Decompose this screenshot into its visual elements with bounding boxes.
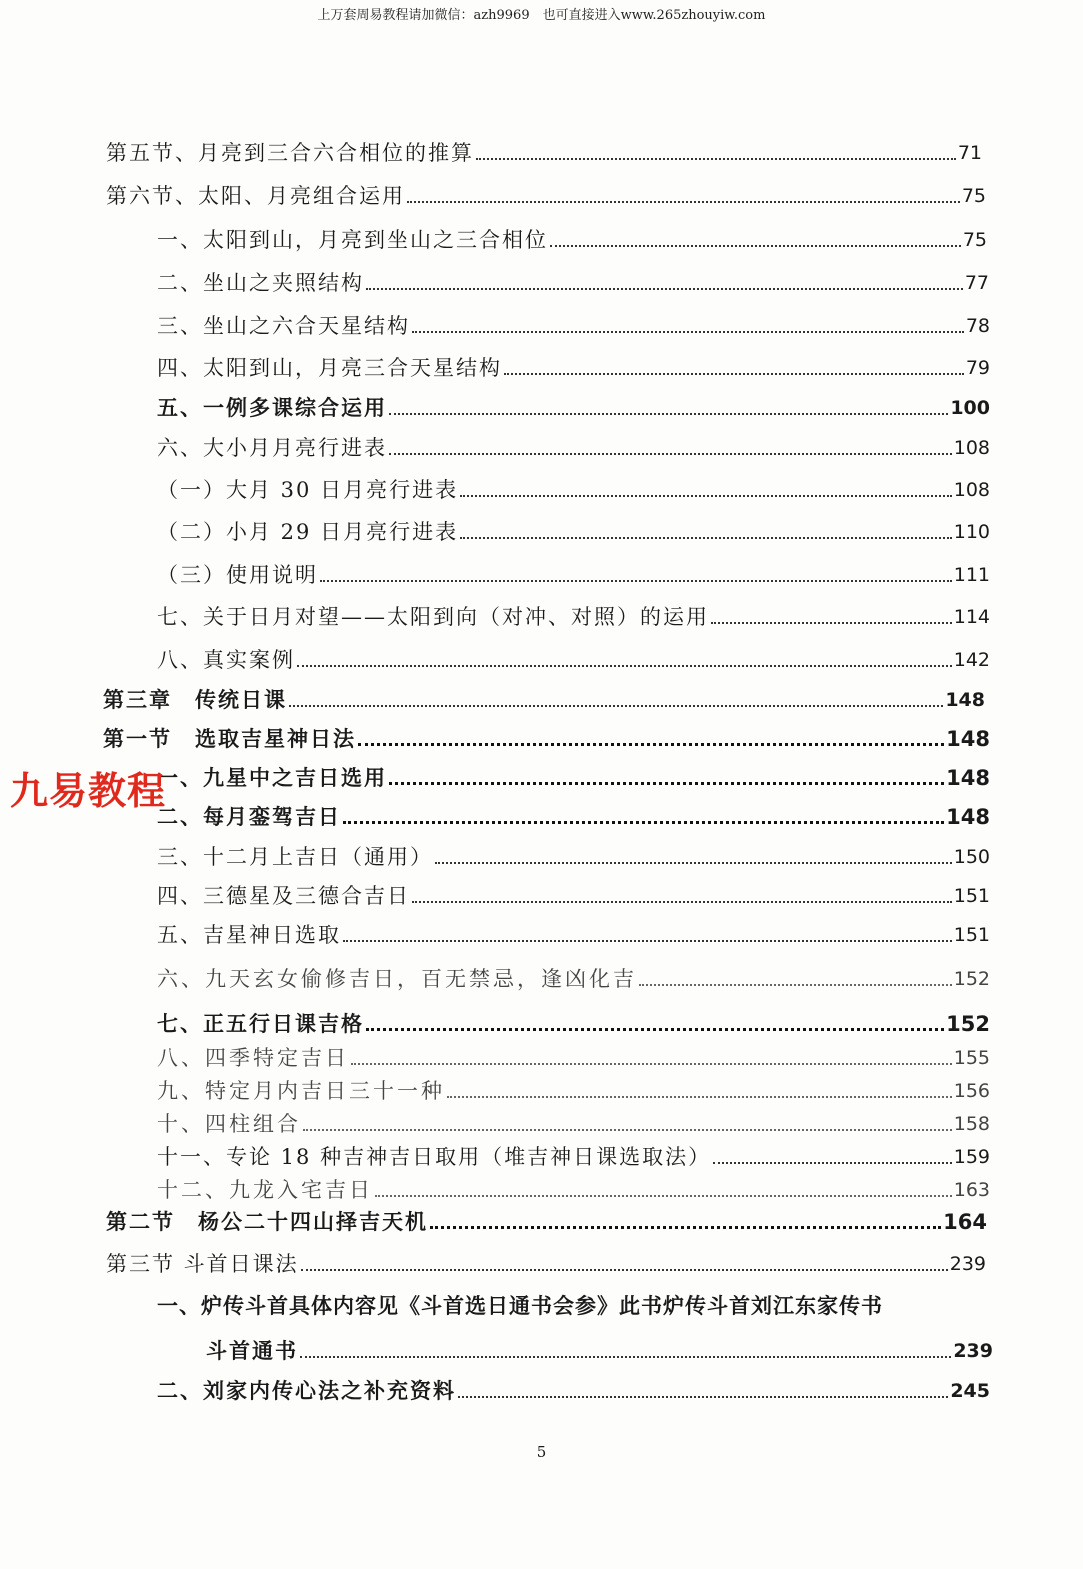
dot-leader — [711, 622, 952, 624]
dot-leader — [447, 1096, 952, 1098]
watermark-logo: 九易教程 — [10, 769, 167, 813]
dot-leader — [303, 1129, 952, 1131]
toc-entry-page: 164 — [943, 1210, 987, 1234]
toc-entry-page: 79 — [965, 357, 990, 379]
toc-entry-label: 三、坐山之六合天星结构 — [157, 314, 410, 338]
toc-entry-label: （一）大月 30 日月亮行进表 — [157, 478, 459, 502]
dot-leader — [476, 158, 956, 160]
toc-entry-label: 第二节 杨公二十四山择吉天机 — [106, 1209, 428, 1234]
toc-entry-label: 四、三德星及三德合吉日 — [157, 884, 410, 908]
dot-leader — [358, 743, 944, 746]
toc-entry — [157, 561, 990, 589]
toc-entry — [157, 518, 990, 546]
toc-entry-page: 158 — [953, 1113, 990, 1135]
toc-entry-label: 一、太阳到山，月亮到坐山之三合相位 — [157, 228, 548, 252]
toc-entry-page: 75 — [961, 185, 986, 207]
toc-entry — [157, 803, 990, 831]
toc-entry — [106, 182, 986, 210]
toc-entry — [157, 965, 990, 993]
toc-entry-page: 159 — [953, 1146, 990, 1168]
dot-leader — [343, 821, 944, 824]
toc-entry-label: 一、炉传斗首具体内容见《斗首选日通书会参》此书炉传斗首刘江东家传书 — [157, 1293, 883, 1318]
toc-entry-page: 155 — [953, 1047, 990, 1069]
dot-leader — [366, 1028, 944, 1031]
toc-entry — [103, 725, 990, 753]
toc-entry-page: 148 — [946, 766, 990, 790]
dot-leader — [430, 1226, 941, 1229]
toc-entry-page: 111 — [953, 564, 990, 586]
toc-entry-page: 245 — [950, 1380, 990, 1402]
toc-entry-label: 第五节、月亮到三合六合相位的推算 — [106, 141, 474, 165]
dot-leader — [460, 537, 952, 539]
dot-leader — [389, 413, 948, 415]
toc-entry-page: 142 — [953, 649, 990, 671]
toc-entry — [157, 226, 987, 254]
toc-entry-page: 151 — [953, 885, 990, 907]
toc-entry — [106, 139, 982, 167]
dot-leader — [639, 984, 952, 986]
toc-entry-page: 150 — [953, 846, 990, 868]
toc-entry-label: 一、九星中之吉日选用 — [157, 765, 387, 790]
toc-entry-page: 151 — [953, 924, 990, 946]
toc-entry-page: 152 — [953, 968, 990, 990]
dot-leader — [458, 1396, 948, 1398]
toc-entry-label: 二、刘家内传心法之补充资料 — [157, 1378, 456, 1403]
toc-entry-label: 斗首通书 — [206, 1338, 298, 1363]
toc-entry — [157, 1010, 990, 1038]
page-number: 5 — [536, 1443, 547, 1461]
toc-entry — [157, 764, 990, 792]
toc-entry-label: 三、十二月上吉日（通用） — [157, 845, 433, 869]
toc-entry-label: 八、四季特定吉日 — [157, 1046, 349, 1070]
toc-entry — [157, 646, 990, 674]
toc-entry-label: 二、坐山之夹照结构 — [157, 271, 364, 295]
dot-leader — [504, 373, 964, 375]
toc-entry-label: 第三章 传统日课 — [103, 687, 287, 712]
toc-entry-label: 九、特定月内吉日三十一种 — [157, 1079, 445, 1103]
toc-entry — [157, 1044, 990, 1072]
dot-leader — [407, 201, 960, 203]
toc-entry-label: 第六节、太阳、月亮组合运用 — [106, 184, 405, 208]
toc-entry-label: 八、真实案例 — [157, 648, 295, 672]
toc-entry-label: 十二、九龙入宅吉日 — [157, 1178, 373, 1202]
toc-entry-page: 75 — [962, 229, 987, 251]
dot-leader — [375, 1195, 952, 1197]
toc-entry — [106, 1208, 987, 1236]
dot-leader — [412, 331, 964, 333]
toc-entry-page: 148 — [946, 805, 990, 829]
toc-entry — [157, 921, 990, 949]
toc-entry-label: 第一节 选取吉星神日法 — [103, 726, 356, 751]
toc-entry — [157, 1143, 990, 1171]
toc-entry — [157, 882, 990, 910]
dot-leader — [301, 1269, 948, 1271]
toc-entry-label: （二）小月 29 日月亮行进表 — [157, 520, 459, 544]
toc-entry-label: 六、大小月月亮行进表 — [157, 436, 387, 460]
dot-leader — [300, 1356, 951, 1358]
toc-entry — [157, 394, 990, 422]
toc-entry — [157, 1292, 997, 1320]
toc-entry-page: 71 — [957, 142, 982, 164]
toc-entry-page: 152 — [946, 1012, 990, 1036]
dot-leader — [460, 495, 952, 497]
toc-entry — [157, 603, 990, 631]
toc-entry-page: 163 — [953, 1179, 990, 1201]
dot-leader — [389, 782, 944, 785]
toc-entry-page: 100 — [950, 397, 990, 419]
toc-entry-page: 239 — [949, 1253, 986, 1275]
dot-leader — [366, 288, 963, 290]
toc-entry-page: 77 — [964, 272, 989, 294]
toc-entry-label: 六、九天玄女偷修吉日，百无禁忌，逢凶化吉 — [157, 967, 637, 991]
toc-entry-label: （三）使用说明 — [157, 563, 318, 587]
dot-leader — [550, 245, 961, 247]
dot-leader — [713, 1162, 952, 1164]
toc-entry — [157, 476, 990, 504]
dot-leader — [351, 1063, 952, 1065]
toc-entry — [157, 1110, 990, 1138]
toc-entry — [157, 1377, 990, 1405]
toc-entry-page: 148 — [946, 727, 990, 751]
toc-entry-label: 四、太阳到山，月亮三合天星结构 — [157, 356, 502, 380]
toc-entry-page: 110 — [953, 521, 990, 543]
toc-entry-label: 十、四柱组合 — [157, 1112, 301, 1136]
toc-entry-page: 108 — [953, 479, 990, 501]
header-note: 上万套周易教程请加微信：azh9969 也可直接进入www.265zhouyiw.com — [317, 8, 766, 23]
dot-leader — [320, 580, 952, 582]
toc-entry-label: 七、正五行日课吉格 — [157, 1011, 364, 1036]
toc-entry-page: 108 — [953, 437, 990, 459]
toc-entry-page: 148 — [945, 689, 985, 711]
toc-entry — [157, 434, 990, 462]
toc-entry — [103, 686, 985, 714]
toc-entry-continuation — [206, 1337, 993, 1365]
dot-leader — [435, 862, 952, 864]
toc-entry-page: 114 — [953, 606, 990, 628]
dot-leader — [297, 665, 952, 667]
toc-entry-label: 第三节 斗首日课法 — [106, 1252, 299, 1276]
dot-leader — [343, 940, 952, 942]
toc-entry-label: 五、一例多课综合运用 — [157, 395, 387, 420]
toc-entry — [157, 312, 990, 340]
toc-entry — [157, 354, 990, 382]
toc-entry — [157, 269, 989, 297]
dot-leader — [389, 453, 952, 455]
toc-entry-label: 二、每月銮驾吉日 — [157, 804, 341, 829]
toc-entry-page: 156 — [953, 1080, 990, 1102]
toc-entry-label: 五、吉星神日选取 — [157, 923, 341, 947]
toc-entry-label: 十一、专论 18 种吉神吉日取用（堆吉神日课选取法） — [157, 1145, 712, 1169]
toc-entry — [106, 1250, 986, 1278]
toc-entry-page: 239 — [953, 1340, 993, 1362]
toc-entry-label: 七、关于日月对望——太阳到向（对冲、对照）的运用 — [157, 605, 709, 629]
toc-entry — [157, 1176, 990, 1204]
toc-entry-page: 78 — [965, 315, 990, 337]
toc-entry — [157, 843, 990, 871]
toc-entry — [157, 1077, 990, 1105]
dot-leader — [412, 901, 952, 903]
dot-leader — [289, 705, 943, 707]
